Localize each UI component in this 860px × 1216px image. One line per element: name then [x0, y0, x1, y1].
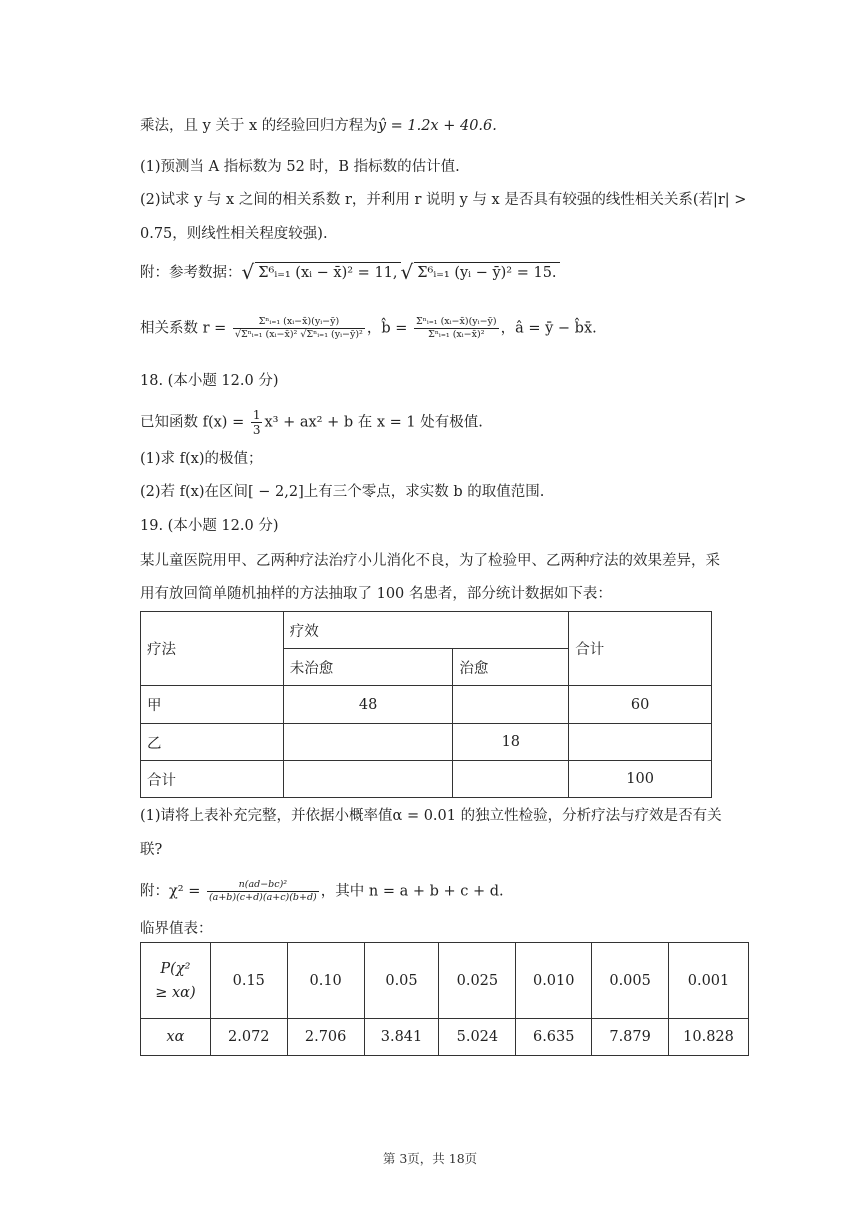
p19-stem-line2: 用有放回简单随机抽样的方法抽取了 100 名患者，部分统计数据如下表： — [140, 586, 612, 602]
p17-line1 — [140, 116, 497, 136]
regression-equation: ŷ = 1.2x + 40.6. — [377, 118, 497, 134]
header-method: 疗法 — [141, 612, 284, 686]
slope-fraction — [414, 316, 499, 341]
correlation-numerator: Σⁿᵢ₌₁ (xᵢ−x̄)(yᵢ−ȳ) — [233, 316, 365, 329]
cell-cured: 18 — [453, 724, 569, 761]
slope-label: ，b̂ = — [366, 320, 408, 337]
chi-numerator: n(ad−bc)² — [207, 879, 319, 892]
alpha-header-line2: ≥ xα) — [155, 984, 196, 1001]
cell-uncured — [283, 724, 453, 761]
p18-stem — [140, 408, 483, 437]
slope-numerator: Σⁿᵢ₌₁ (xᵢ−x̄)(yᵢ−ȳ) — [416, 316, 497, 327]
correlation-denominator: √Σⁿᵢ₌₁ (xᵢ−x̄)² √Σⁿᵢ₌₁ (yᵢ−ȳ)² — [234, 329, 363, 340]
alpha-value: 0.001 — [669, 943, 749, 1019]
p17-line1-text: 乘法，且 y 关于 x 的经验回归方程为 — [140, 118, 378, 134]
alpha-header-line1: P(χ² — [160, 960, 191, 977]
header-effect: 疗效 — [283, 612, 568, 649]
table-row — [141, 761, 712, 798]
p17-correlation-formula — [140, 316, 597, 341]
x-alpha-value: 10.828 — [669, 1019, 749, 1056]
header-uncured: 未治愈 — [283, 649, 453, 686]
x-alpha-value: 2.072 — [210, 1019, 287, 1056]
x-alpha-value: 5.024 — [439, 1019, 516, 1056]
chi-fraction — [207, 879, 319, 904]
one-third-fraction — [251, 408, 263, 437]
cell-uncured — [283, 761, 453, 798]
sqrt-sign-icon: √ — [400, 260, 414, 284]
p18-stem-start: 已知函数 f(x) = — [140, 414, 245, 431]
chi-tail: ，其中 n = a + b + c + d. — [320, 883, 504, 900]
x-alpha-header: xα — [141, 1019, 211, 1056]
header-cured: 治愈 — [453, 649, 569, 686]
chi-label: 附：χ² = — [140, 883, 201, 900]
correlation-label: 相关系数 r = — [140, 320, 227, 337]
critical-value-table — [140, 942, 749, 1056]
p19-heading: 19. (本小题 12.0 分) — [140, 518, 279, 534]
chi-denominator: (a+b)(c+d)(a+c)(b+d) — [208, 892, 317, 903]
one-third-numerator: 1 — [252, 408, 261, 422]
one-third-denominator: 3 — [252, 423, 261, 437]
reference-label: 附：参考数据： — [140, 265, 242, 281]
alpha-header — [141, 943, 211, 1019]
p18-stem-end: x³ + ax² + b 在 x = 1 处有极值. — [264, 414, 483, 431]
p17-question-2-line2: 0.75，则线性相关程度较强). — [140, 226, 328, 242]
critical-x-row — [141, 1019, 749, 1056]
p19-chi-square-formula — [140, 879, 504, 904]
cell-cured — [453, 761, 569, 798]
p18-question-1: (1)求 f(x)的极值； — [140, 451, 263, 467]
p19-question-1-line2: 联? — [140, 842, 163, 858]
x-alpha-value: 6.635 — [516, 1019, 592, 1056]
alpha-value: 0.005 — [592, 943, 669, 1019]
p17-reference-data — [140, 262, 560, 283]
p18-heading: 18. (本小题 12.0 分) — [140, 373, 279, 389]
p17-question-1: (1)预测当 A 指标数为 52 时，B 指标数的估计值. — [140, 159, 460, 175]
table-row — [141, 724, 712, 761]
row-label: 合计 — [141, 761, 284, 798]
cell-total: 60 — [569, 686, 712, 724]
alpha-value: 0.010 — [516, 943, 592, 1019]
reference-sum-y: Σ⁶ᵢ₌₁ (yᵢ − ȳ)² = 15. — [414, 262, 559, 283]
correlation-fraction — [233, 316, 365, 341]
alpha-value: 0.15 — [210, 943, 287, 1019]
page-footer: 第 3页，共 18页 — [382, 1151, 478, 1166]
reference-sum-x: Σ⁶ᵢ₌₁ (xᵢ − x̄)² = 11, — [255, 262, 400, 283]
table-row — [141, 686, 712, 724]
cell-total — [569, 724, 712, 761]
p18-question-2: (2)若 f(x)在区间[ − 2,2]上有三个零点，求实数 b 的取值范围. — [140, 484, 545, 500]
x-alpha-value: 2.706 — [287, 1019, 364, 1056]
alpha-value: 0.10 — [287, 943, 364, 1019]
treatment-table — [140, 611, 712, 798]
intercept-formula: ，â = ȳ − b̂x̄. — [500, 320, 597, 337]
header-total: 合计 — [569, 612, 712, 686]
sqrt-sign-icon: √ — [241, 260, 255, 284]
p17-question-2-line1: (2)试求 y 与 x 之间的相关系数 r，并利用 r 说明 y 与 x 是否具有较强的线性相关关系(若|r| > — [140, 192, 747, 208]
p19-stem-line1: 某儿童医院用甲、乙两种疗法治疗小儿消化不良，为了检验甲、乙两种疗法的效果差异，采 — [140, 553, 720, 569]
row-label: 乙 — [141, 724, 284, 761]
cell-uncured: 48 — [283, 686, 453, 724]
cell-total: 100 — [569, 761, 712, 798]
cell-cured — [453, 686, 569, 724]
alpha-value: 0.025 — [439, 943, 516, 1019]
row-label: 甲 — [141, 686, 284, 724]
critical-alpha-row — [141, 943, 749, 1019]
p19-question-1-line1: (1)请将上表补充完整，并依据小概率值α = 0.01 的独立性检验，分析疗法与疗效是否有关 — [140, 808, 722, 824]
x-alpha-value: 3.841 — [364, 1019, 439, 1056]
critical-value-label: 临界值表： — [140, 921, 213, 937]
slope-denominator: Σⁿᵢ₌₁ (xᵢ−x̄)² — [428, 329, 485, 340]
x-alpha-value: 7.879 — [592, 1019, 669, 1056]
alpha-value: 0.05 — [364, 943, 439, 1019]
